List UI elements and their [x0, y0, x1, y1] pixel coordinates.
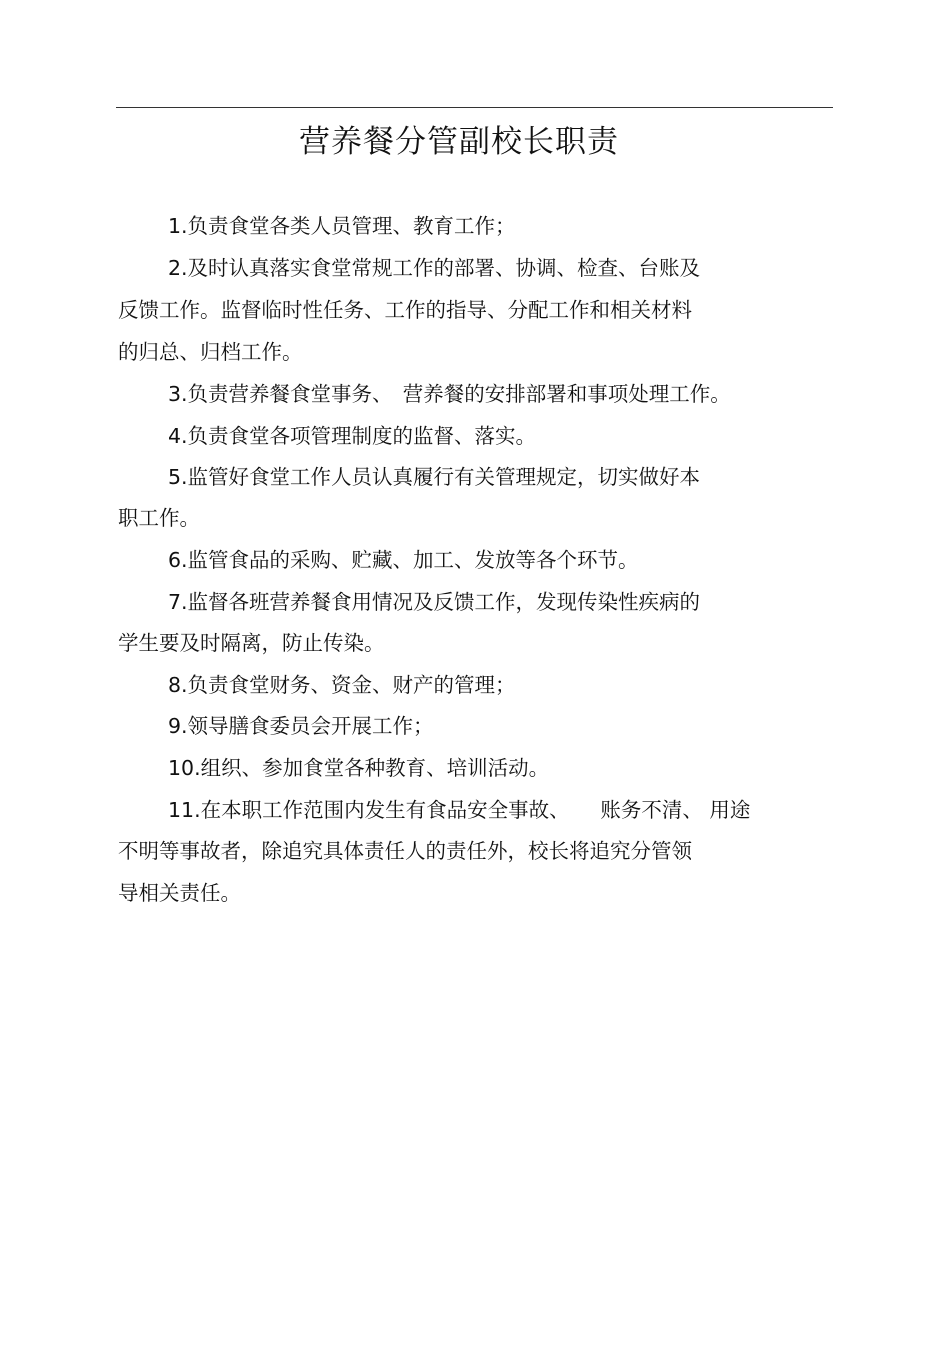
duty-item-3: 3.负责营养餐食堂事务、 营养餐的安排部署和事项处理工作。 — [168, 382, 731, 406]
duty-item-4: 4.负责食堂各项管理制度的监督、落实。 — [168, 424, 537, 448]
duty-item-11-cont: 导相关责任。 — [118, 881, 241, 905]
duty-item-2: 2.及时认真落实食堂常规工作的部署、协调、检查、台账及 — [168, 256, 701, 280]
duty-item-6: 6.监管食品的采购、贮藏、加工、发放等各个环节。 — [168, 548, 639, 572]
header-rule — [116, 107, 833, 108]
duty-item-7-cont: 学生要及时隔离，防止传染。 — [118, 631, 385, 655]
duty-item-2-cont: 反馈工作。监督临时性任务、工作的指导、分配工作和相关材料 — [118, 298, 692, 322]
duty-item-5: 5.监管好食堂工作人员认真履行有关管理规定，切实做好本 — [168, 465, 701, 489]
duty-item-11-cont: 不明等事故者，除追究具体责任人的责任外，校长将追究分管领 — [118, 839, 692, 863]
duty-item-9: 9.领导膳食委员会开展工作； — [168, 714, 434, 738]
duty-item-10: 10.组织、参加食堂各种教育、培训活动。 — [168, 756, 550, 780]
duty-item-2-cont: 的归总、归档工作。 — [118, 340, 303, 364]
duty-item-8: 8.负责食堂财务、资金、财产的管理； — [168, 673, 516, 697]
duty-item-11: 11.在本职工作范围内发生有食品安全事故、 账务不清、 用途 — [168, 798, 751, 822]
page-title: 营养餐分管副校长职责 — [299, 124, 619, 160]
duty-item-5-cont: 职工作。 — [118, 506, 200, 530]
duty-item-1: 1.负责食堂各类人员管理、教育工作； — [168, 214, 516, 238]
duty-item-7: 7.监督各班营养餐食用情况及反馈工作，发现传染性疾病的 — [168, 590, 701, 614]
